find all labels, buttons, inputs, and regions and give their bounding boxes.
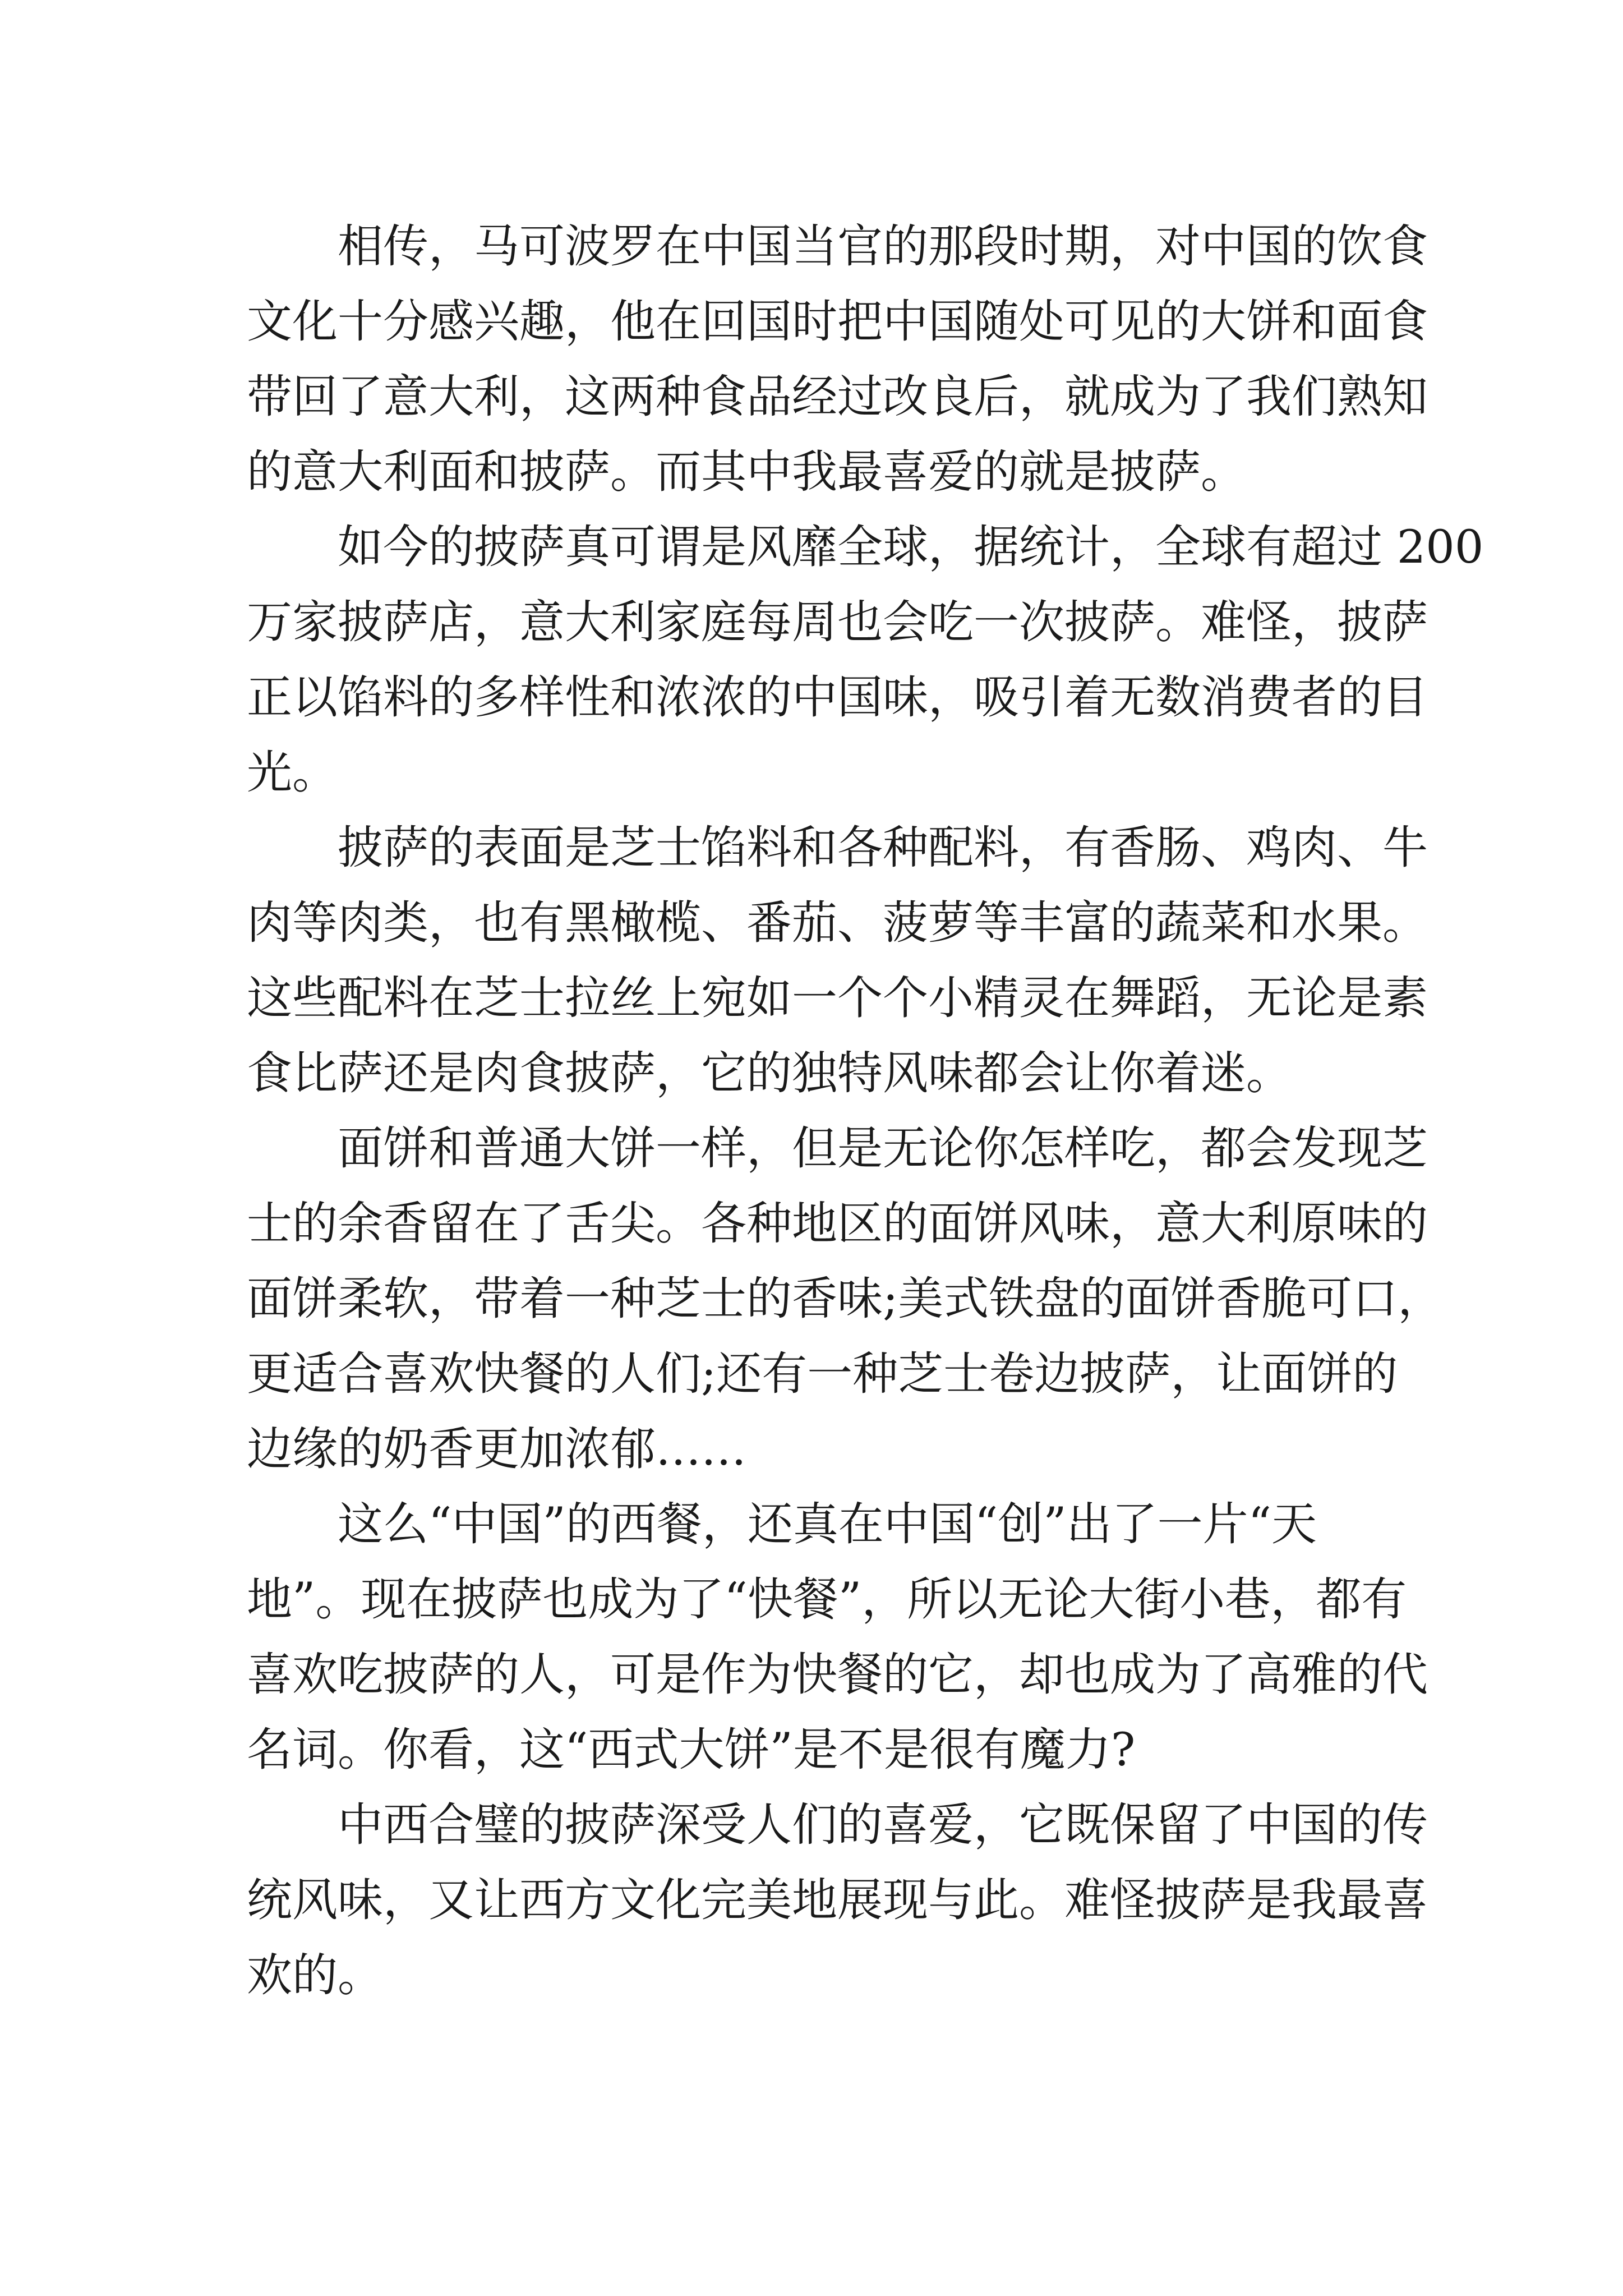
paragraph-4 — [247, 1111, 1444, 1487]
text-line: 名词。你看，这“西式大饼”是不是很有魔力? — [247, 1724, 1136, 1777]
text-line: 如今的披萨真可谓是风靡全球，据统计，全球有超过 200 — [338, 521, 1484, 574]
text-line: 中西合璧的披萨深受人们的喜爱，它既保留了中国的传 — [338, 1799, 1428, 1852]
paragraph-1 — [247, 209, 1428, 510]
essay-body — [247, 209, 1484, 2013]
paragraph-5 — [247, 1487, 1428, 1788]
text-line: 肉等肉类，也有黑橄榄、番茄、菠萝等丰富的蔬菜和水果。 — [247, 897, 1428, 950]
text-line: 边缘的奶香更加浓郁…… — [247, 1423, 747, 1476]
text-line: 士的余香留在了舌尖。各种地区的面饼风味，意大利原味的 — [247, 1198, 1428, 1250]
text-line: 光。 — [247, 747, 338, 799]
text-line: 相传，马可波罗在中国当官的那段时期，对中国的饮食 — [338, 220, 1428, 273]
text-line: 正以馅料的多样性和浓浓的中国味，吸引着无数消费者的目 — [247, 671, 1428, 724]
paragraph-6 — [247, 1788, 1428, 2013]
text-line: 万家披萨店，意大利家庭每周也会吃一次披萨。难怪，披萨 — [247, 596, 1428, 649]
text-line: 面饼和普通大饼一样，但是无论你怎样吃，都会发现芝 — [338, 1122, 1428, 1175]
text-line: 带回了意大利，这两种食品经过改良后，就成为了我们熟知 — [247, 371, 1428, 424]
text-line: 更适合喜欢快餐的人们;还有一种芝士卷边披萨，让面饼的 — [247, 1348, 1398, 1401]
text-line: 文化十分感兴趣，他在回国时把中国随处可见的大饼和面食 — [247, 296, 1428, 348]
text-line: 这些配料在芝士拉丝上宛如一个个小精灵在舞蹈，无论是素 — [247, 972, 1428, 1025]
paragraph-2 — [247, 510, 1484, 811]
text-line: 统风味，又让西方文化完美地展现与此。难怪披萨是我最喜 — [247, 1874, 1428, 1927]
text-line: 食比萨还是肉食披萨，它的独特风味都会让你着迷。 — [247, 1047, 1292, 1100]
paragraph-3 — [247, 811, 1428, 1111]
text-line: 披萨的表面是芝士馅料和各种配料，有香肠、鸡肉、牛 — [338, 822, 1428, 875]
text-line: 面饼柔软，带着一种芝士的香味;美式铁盘的面饼香脆可口， — [247, 1273, 1444, 1326]
text-line: 地”。现在披萨也成为了“快餐”，所以无论大街小巷，都有 — [247, 1573, 1407, 1626]
text-line: 喜欢吃披萨的人，可是作为快餐的它，却也成为了高雅的代 — [247, 1649, 1428, 1701]
text-line: 欢的。 — [247, 1949, 384, 2002]
text-line: 的意大利面和披萨。而其中我最喜爱的就是披萨。 — [247, 446, 1247, 499]
text-line: 这么“中国”的西餐，还真在中国“创”出了一片“天 — [338, 1498, 1317, 1551]
